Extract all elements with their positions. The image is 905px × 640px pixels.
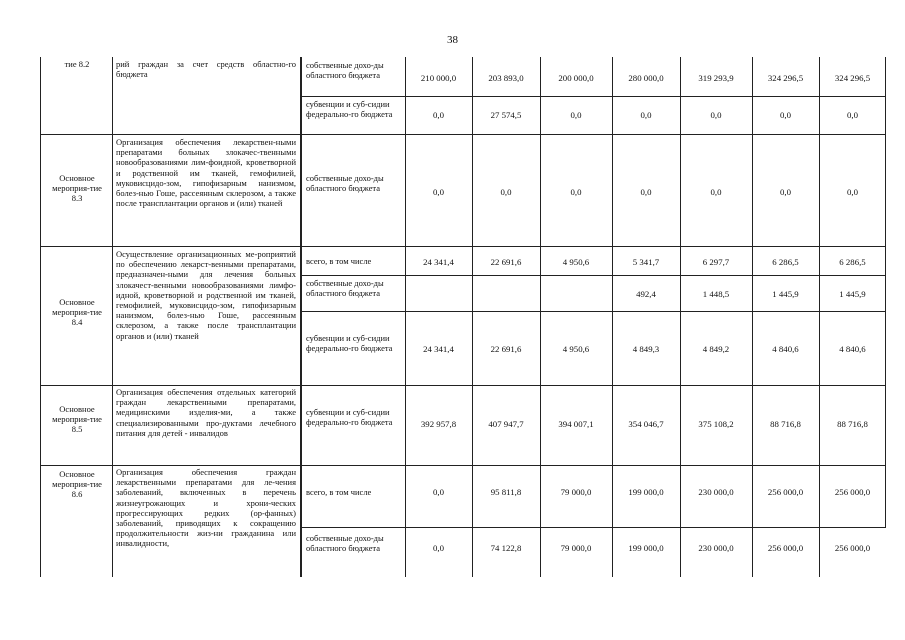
- value-cell: 6 297,7: [702, 257, 730, 267]
- value-cell: 324 296,5: [834, 73, 871, 83]
- value-cell: 24 341,4: [423, 344, 454, 354]
- value-cell: 5 341,7: [632, 257, 660, 267]
- value-cell: 88 716,8: [837, 419, 868, 429]
- value-cell: 6 286,5: [772, 257, 799, 267]
- value-cell: 0,0: [433, 110, 444, 120]
- row-label: Основное мероприя-тие 8.6: [52, 469, 102, 500]
- value-cell: 6 286,5: [839, 257, 866, 267]
- funding-source: всего, в том числе: [306, 256, 372, 266]
- value-cell: 354 046,7: [628, 419, 664, 429]
- row-divider: [40, 385, 886, 386]
- value-cell: 4 950,6: [562, 344, 590, 354]
- row-divider-partial: [300, 527, 886, 528]
- value-cell: 319 293,9: [698, 73, 734, 83]
- value-cell: 4 849,2: [702, 344, 730, 354]
- value-cell: 0,0: [847, 110, 858, 120]
- row-label: Основное мероприя-тие 8.5: [52, 404, 102, 435]
- column-divider: [472, 57, 473, 577]
- column-divider: [612, 57, 613, 577]
- column-divider: [540, 57, 541, 577]
- value-cell: 79 000,0: [560, 487, 592, 497]
- funding-source: собственные дохо-ды областного бюджета: [306, 173, 384, 194]
- value-cell: 256 000,0: [767, 487, 804, 497]
- value-cell: 4 849,3: [632, 344, 660, 354]
- value-cell: 24 341,4: [423, 257, 454, 267]
- column-divider: [752, 57, 753, 577]
- row-divider: [40, 465, 886, 466]
- value-cell: 280 000,0: [628, 73, 664, 83]
- row-divider: [40, 246, 886, 247]
- value-cell: 200 000,0: [558, 73, 594, 83]
- measure-description: Организация обеспечения граждан лекарственными препаратами для ле-чения заболеваний, включенных в перечень жизнеугрожающих и хрони-ческих прогрессирующих редких (ор-фанных) заболеваний, приводящих к сокращению продолжительности жиз-ни гражданина или инвалидности,: [116, 467, 296, 549]
- value-cell: 22 691,6: [490, 257, 522, 267]
- page-number: 38: [447, 34, 458, 46]
- measure-description: Организация обеспечения лекарствен-ными препаратами больных злокачес-твенными новообразованиями лим-фоидной, кроветворной и родственной им тканей, гемофилией, муковисцидо-зом, гипофизарным нанизмом, болез-нью Гоше, рассеянным склерозом, а также после трансплантации органов и (или) тканей: [116, 137, 296, 209]
- value-cell: 407 947,7: [488, 419, 524, 429]
- row-divider: [40, 134, 886, 135]
- column-divider: [680, 57, 681, 577]
- value-cell: 392 957,8: [420, 419, 457, 429]
- value-cell: 230 000,0: [698, 543, 734, 553]
- subrow-divider: [300, 96, 886, 97]
- value-cell: 79 000,0: [560, 543, 592, 553]
- budget-table: [40, 57, 886, 577]
- value-cell: 256 000,0: [767, 543, 804, 553]
- measure-description: Организация обеспечения отдельных категорий граждан лекарственными препаратами, медицинскими изделия-ми, а также специализированными про-дуктами лечебного питания для детей - инвалидов: [116, 387, 296, 438]
- value-cell: 0,0: [640, 110, 652, 120]
- value-cell: 0,0: [710, 110, 722, 120]
- row-label: Основное мероприя-тие 8.3: [52, 173, 102, 204]
- value-cell: 203 893,0: [488, 73, 524, 83]
- funding-source: субвенции и суб-сидии федерально-го бюджета: [306, 99, 393, 120]
- measure-description: Осуществление организационных ме-роприятий по обеспечению лекарст-венными препаратами, предназначен-ными для лечения больных злокачест-венными новообразованиями лимфо-идной, кроветворной и родственной им тканей, гемофилией, муковисцидо-зом, гипофизарным нанизмом, болез-нью Гоше, рассеянным склерозом, а также после трансплантации органов и (или) тканей: [116, 249, 296, 341]
- funding-source: субвенции и суб-сидии федерально-го бюджета: [306, 407, 393, 428]
- value-cell: 210 000,0: [420, 73, 457, 83]
- value-cell: 0,0: [433, 543, 444, 553]
- value-cell: 199 000,0: [628, 543, 664, 553]
- value-cell: 199 000,0: [628, 487, 664, 497]
- funding-source: собственные дохо-ды областного бюджета: [306, 278, 384, 299]
- value-cell: 88 716,8: [770, 419, 801, 429]
- value-cell: 27 574,5: [490, 110, 522, 120]
- value-cell: 0,0: [433, 187, 444, 197]
- value-cell: 0,0: [710, 187, 722, 197]
- subrow-divider: [300, 275, 886, 276]
- value-cell: 1 445,9: [772, 289, 799, 299]
- funding-source: субвенции и суб-сидии федерально-го бюджета: [306, 333, 393, 354]
- value-cell: 0,0: [780, 187, 791, 197]
- funding-source: собственные дохо-ды областного бюджета: [306, 60, 384, 81]
- value-cell: 230 000,0: [698, 487, 734, 497]
- value-cell: 4 950,6: [562, 257, 590, 267]
- value-cell: 256 000,0: [834, 543, 871, 553]
- subrow-divider: [300, 311, 886, 312]
- value-cell: 4 840,6: [839, 344, 866, 354]
- row-label: Основное мероприя-тие 8.4: [52, 297, 102, 328]
- value-cell: 0,0: [640, 187, 652, 197]
- value-cell: 324 296,5: [767, 73, 804, 83]
- column-divider: [112, 57, 113, 577]
- value-cell: 95 811,8: [490, 487, 522, 497]
- value-cell: 1 445,9: [839, 289, 866, 299]
- funding-source: собственные дохо-ды областного бюджета: [306, 533, 384, 554]
- value-cell: 0,0: [780, 110, 791, 120]
- row-label: тие 8.2: [64, 59, 90, 69]
- column-divider: [301, 57, 302, 577]
- funding-source: всего, в том числе: [306, 487, 372, 497]
- table-border-left: [40, 57, 41, 577]
- value-cell: 0,0: [500, 187, 512, 197]
- column-divider: [819, 57, 820, 577]
- value-cell: 375 108,2: [698, 419, 734, 429]
- measure-description: рий граждан за счет средств областно-го бюджета: [116, 59, 296, 80]
- column-divider: [405, 57, 406, 577]
- value-cell: 74 122,8: [490, 543, 522, 553]
- value-cell: 4 840,6: [772, 344, 799, 354]
- value-cell: 394 007,1: [558, 419, 594, 429]
- value-cell: 0,0: [433, 487, 444, 497]
- value-cell: 22 691,6: [490, 344, 522, 354]
- value-cell: 256 000,0: [834, 487, 871, 497]
- value-cell: 0,0: [570, 110, 582, 120]
- value-cell: 492,4: [636, 289, 656, 299]
- value-cell: 0,0: [570, 187, 582, 197]
- value-cell: 1 448,5: [702, 289, 730, 299]
- value-cell: 0,0: [847, 187, 858, 197]
